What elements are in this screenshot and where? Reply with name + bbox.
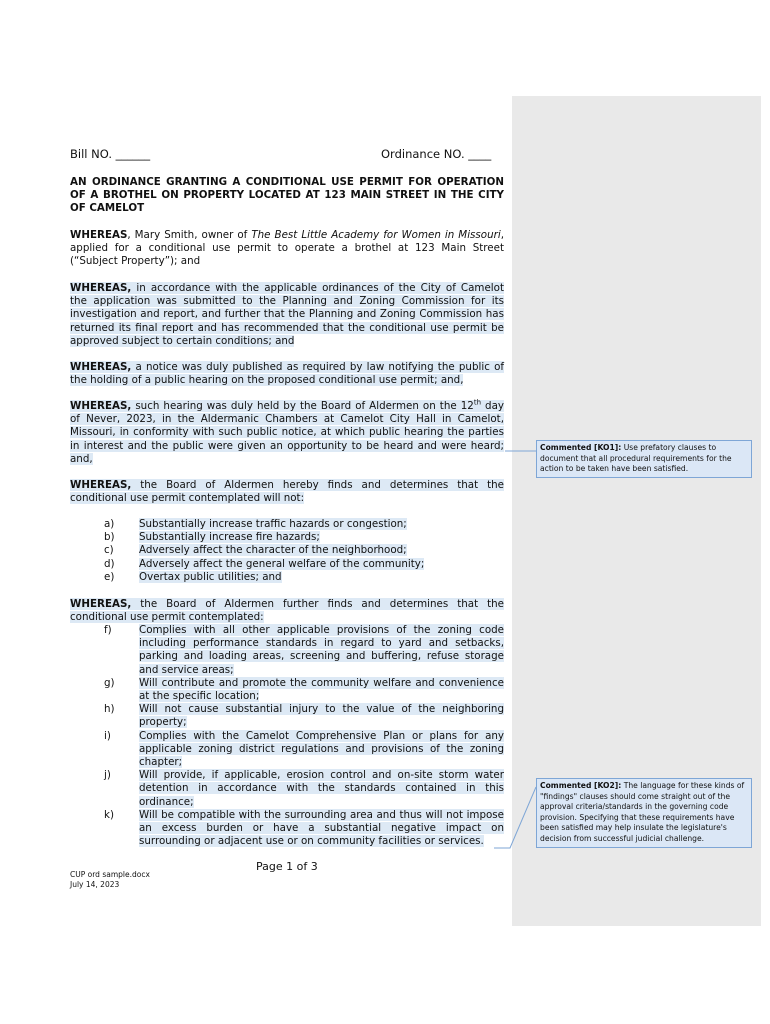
bill-ordinance-header	[70, 147, 500, 161]
whereas-lead: WHEREAS,	[70, 479, 132, 491]
whereas-paragraph-3	[70, 361, 504, 387]
list-item	[70, 571, 504, 584]
list-text: Complies with the Camelot Comprehensive Plan or plans for any applicable zoning district regulations and provisions of the zoning chapter;	[139, 729, 504, 769]
comment-author: Commented [KO1]:	[540, 443, 622, 452]
paragraph-text: a notice was duly published as required by law notifying the public of the holding of a public hearing on the proposed conditional use permit; and,	[70, 361, 504, 387]
comment-ko2[interactable]	[536, 778, 752, 848]
list-item	[70, 624, 504, 677]
list-text: Complies with all other applicable provisions of the zoning code including performance standards in regard to yard and setbacks, parking and loading areas, screening and buffering, refuse storage and service areas;	[139, 624, 504, 676]
comment-author: Commented [KO2]:	[540, 781, 622, 790]
list-text: Substantially increase traffic hazards or congestion;	[139, 518, 407, 530]
paragraph-text: the Board of Aldermen hereby finds and determines that the conditional use permit contemplated will not:	[70, 479, 504, 505]
ordinance-number-label: Ordinance NO. ____	[381, 147, 492, 161]
list-item	[70, 544, 504, 557]
paragraph-text: in accordance with the applicable ordinances of the City of Camelot the application was submitted to the Planning and Zoning Commission for its investigation and report, and further that the Planning and Zoning Commission has returned its final report and has recommended that the conditional use permit be approved subject to certain conditions; and	[70, 282, 504, 347]
list-text: Adversely affect the character of the neighborhood;	[139, 544, 407, 557]
findings-list-complies	[70, 624, 504, 848]
list-text: Will provide, if applicable, erosion control and on-site storm water detention in accordance with the standards contained in this ordinance;	[139, 769, 504, 808]
list-item	[70, 518, 504, 531]
whereas-lead: WHEREAS,	[70, 361, 132, 373]
comment-text: Use prefatory clauses to document that all procedural requirements for the action to be taken have been satisfied.	[540, 443, 732, 474]
whereas-lead: WHEREAS	[70, 229, 128, 241]
paragraph-text: day of Never, 2023, in the Aldermanic Chambers at Camelot City Hall in Camelot, Missouri, in conformity with such public notice, at which public hearing the parties in interest and the public were given an opportunity to be heard and were heard; and,	[70, 400, 504, 465]
list-label: g)	[104, 676, 115, 689]
whereas-paragraph-4	[70, 400, 504, 466]
list-label: a)	[104, 518, 115, 530]
paragraph-text: such hearing was duly held by the Board of Aldermen on the 12	[131, 400, 474, 412]
list-item	[70, 558, 504, 571]
list-text: Overtax public utilities; and	[139, 570, 282, 583]
list-label: f)	[104, 624, 112, 636]
ordinance-title: AN ORDINANCE GRANTING A CONDITIONAL USE PERMIT FOR OPERATION OF A BROTHEL ON PROPERTY LOCATED AT 123 MAIN STREET IN THE CITY OF CAMELOT	[70, 176, 504, 215]
whereas-paragraph-2	[70, 282, 504, 348]
list-label: d)	[104, 557, 115, 570]
list-text: Substantially increase fire hazards;	[139, 531, 320, 544]
whereas-lead: WHEREAS,	[70, 598, 132, 610]
list-item	[70, 703, 504, 729]
list-label: e)	[104, 570, 115, 583]
footer-file-info	[70, 870, 150, 890]
page-number: Page 1 of 3	[256, 860, 318, 873]
bill-number-label: Bill NO. ______	[70, 147, 151, 161]
list-text: Will contribute and promote the community welfare and convenience at the specific location;	[139, 676, 504, 703]
comment-text: The language for these kinds of "findings" clauses should come straight out of the approval criteria/standards in the governing code provision. Specifying that these requirements have been satisfied may help insulate the legislature's decision from successful judicial challenge.	[540, 781, 745, 843]
whereas-paragraph-1	[70, 229, 504, 269]
list-item	[70, 730, 504, 770]
list-label: i)	[104, 729, 111, 742]
ordinal-suffix: th	[473, 398, 482, 407]
list-text: Will be compatible with the surrounding area and thus will not impose an excess burden or have a substantial negative impact on surrounding or adjacent use or on community facilities or services.	[139, 808, 504, 848]
list-item	[70, 677, 504, 703]
whereas-lead: WHEREAS,	[70, 400, 132, 412]
list-label: j)	[104, 769, 111, 782]
paragraph-text: the Board of Aldermen further finds and determines that the conditional use permit contemplated:	[70, 598, 504, 624]
list-label: c)	[104, 544, 114, 557]
whereas-lead: WHEREAS,	[70, 282, 132, 294]
footer-date: July 14, 2023	[70, 880, 120, 889]
list-label: k)	[104, 808, 114, 821]
comment-ko1[interactable]	[536, 440, 752, 478]
list-text: Adversely affect the general welfare of the community;	[139, 557, 425, 570]
paragraph-text: , applied for a conditional use permit to operate a brothel at 123 Main Street (“Subject Property”); and	[70, 229, 504, 268]
list-text: Will not cause substantial injury to the value of the neighboring property;	[139, 703, 504, 729]
list-label: b)	[104, 531, 115, 544]
paragraph-text: , Mary Smith, owner of	[127, 229, 252, 241]
business-name: The Best Little Academy for Women in Missouri	[251, 229, 501, 241]
list-label: h)	[104, 703, 115, 716]
list-item	[70, 809, 504, 849]
whereas-paragraph-5	[70, 479, 504, 505]
footer-filename: CUP ord sample.docx	[70, 870, 150, 879]
findings-list-not	[70, 518, 504, 584]
list-item	[70, 769, 504, 809]
list-item	[70, 531, 504, 544]
whereas-paragraph-6	[70, 598, 504, 624]
